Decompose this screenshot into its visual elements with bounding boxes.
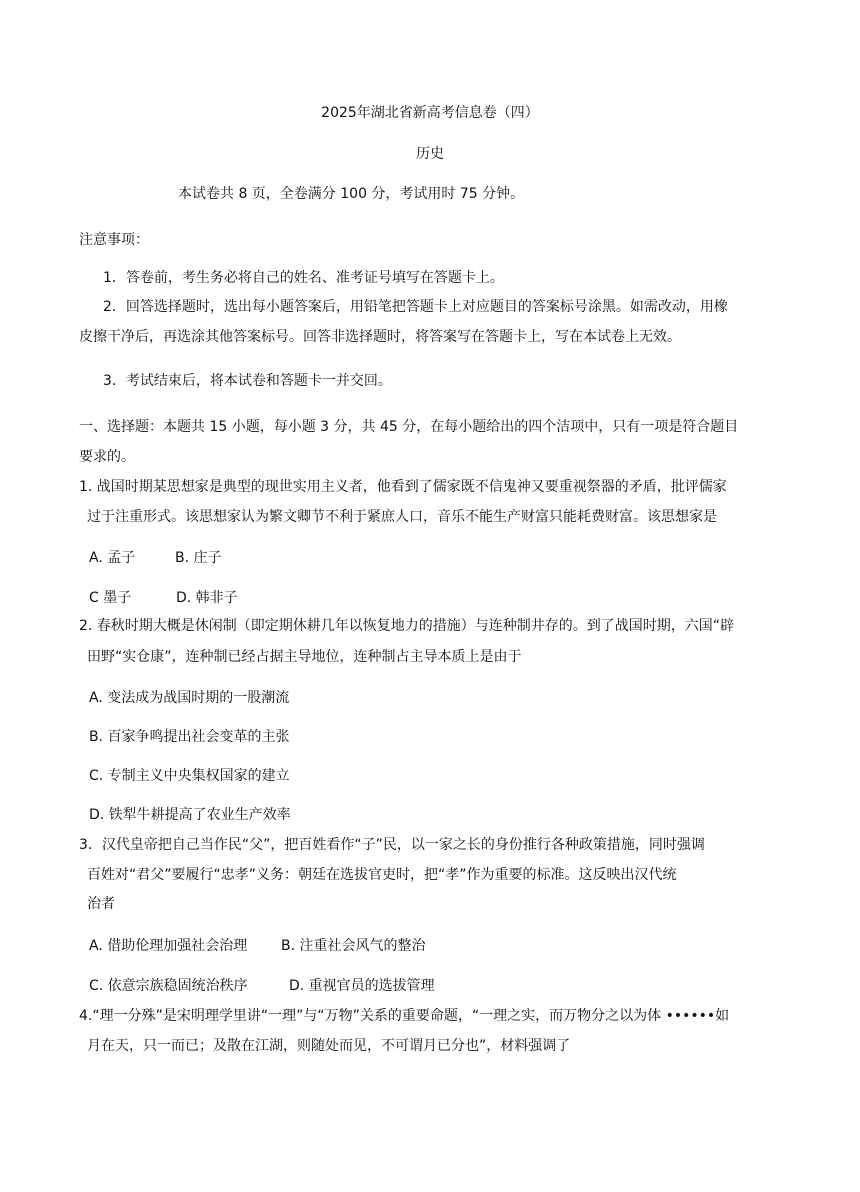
q3-option-d: D. 重视官员的选拔管理 (289, 978, 435, 994)
q1-option-a: A. 孟子 (89, 550, 136, 566)
note-item-3: 3．考试结束后，将本试卷和答题卡一并交回。 (103, 373, 392, 389)
question-2-text: 2. 春秋时期大概是休闲制（即定期休耕几年以恢复地力的措施）与连种制井存的。到了战国时期，六国“辟 (79, 618, 735, 634)
q2-option-b: B. 百家争鸣提出社会变革的主张 (89, 729, 290, 745)
q3-option-c: C. 依意宗族稳固统治秩序 (89, 978, 248, 994)
question-2-text-cont: 田野“实仓康”，连种制已经占据主导地位，连种制占主导本质上是由于 (87, 649, 522, 665)
q2-option-a: A. 变法成为战国时期的一股潮流 (89, 690, 290, 706)
question-1-text-cont: 过于注重形式。该思想家认为繁文卿节不利于紧庶人口，音乐不能生产财富只能耗费财富。该思想家是 (87, 509, 717, 525)
note-item-2: 2．回答选择题时，选出每小题答案后，用铅笔把答题卡上对应题目的答案标号涂黑。如需改动，用橡 (103, 299, 728, 315)
section-heading-cont: 要求的。 (79, 449, 135, 465)
subject-title: 历史 (416, 146, 444, 162)
q3-option-a: A. 借助伦理加强社会治理 (89, 938, 248, 954)
question-3-text: 3．汉代皇帝把自己当作民“父”，把百姓看作“子”民，以一家之长的身份推行各种政策措施，同时强调 (79, 837, 705, 853)
q3-option-b: B. 注重社会风气的整治 (281, 938, 426, 954)
q1-option-d: D. 韩非子 (176, 590, 238, 606)
question-4-text-cont: 月在天，只一而已；及散在江湖，则随处而见，不可谓月已分也”，材料强调了 (87, 1038, 571, 1054)
exam-title: 2025年湖北省新高考信息卷（四） (321, 105, 539, 121)
question-1-text: 1. 战国时期某思想家是典型的现世实用主义者，他看到了儒家既不信鬼神又要重视祭器的矛盾，批评儒家 (79, 479, 727, 495)
question-3-text-cont: 百姓对“君父”要履行“忠孝”义务：朝廷在选拔官吏时，把“孝”作为重要的标准。这反映出汉代统 (87, 867, 677, 883)
notes-heading: 注意事项： (79, 232, 149, 248)
q2-option-c: C. 专制主义中央集权国家的建立 (89, 768, 290, 784)
note-item-2-cont: 皮擦干净后，再选涂其他答案标号。回答非选择题时，将答案写在答题卡上，写在本试卷上无效。 (79, 329, 681, 345)
exam-intro: 本试卷共 8 页，全卷满分 100 分，考试用时 75 分钟。 (178, 186, 525, 202)
q1-option-b: B. 庄子 (175, 550, 222, 566)
section-heading: 一、选择题：本题共 15 小题，每小题 3 分，共 45 分，在每小题给出的四个洁项中，只有一项是符合题目 (79, 419, 739, 435)
question-4-text: 4.“理一分殊”是宋明理学里讲“一理”与“万物”关系的重要命题，“一理之实，而万物分之以为体 ••••••如 (79, 1008, 730, 1024)
note-item-1: 1．答卷前，考生务必将自己的姓名、准考证号填写在答题卡上。 (103, 270, 504, 286)
question-3-text-cont2: 治者 (87, 896, 115, 912)
q1-option-c: C 墨子 (89, 590, 132, 606)
q2-option-d: D. 铁犁牛耕提高了农业生产效率 (89, 807, 291, 823)
